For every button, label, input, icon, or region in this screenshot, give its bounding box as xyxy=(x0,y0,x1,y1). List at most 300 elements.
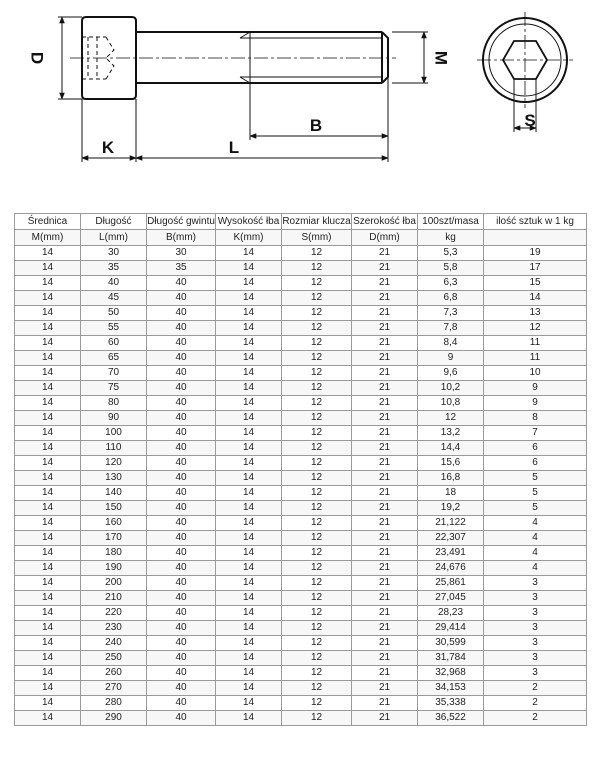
table-cell: 14 xyxy=(15,426,81,441)
table-cell: 12 xyxy=(282,441,352,456)
table-cell: 30 xyxy=(81,246,147,261)
table-cell: 14 xyxy=(216,291,282,306)
table-cell: 14 xyxy=(15,516,81,531)
table-cell: 210 xyxy=(81,591,147,606)
table-cell: 12 xyxy=(282,666,352,681)
table-cell: 40 xyxy=(147,651,216,666)
table-cell: 14 xyxy=(216,531,282,546)
table-cell: 36,522 xyxy=(418,711,484,726)
table-cell: 21 xyxy=(352,561,418,576)
table-cell: 6 xyxy=(484,456,587,471)
table-cell: 12 xyxy=(282,531,352,546)
table-cell: 40 xyxy=(81,276,147,291)
table-row xyxy=(15,561,587,576)
column-header: ilość sztuk w 1 kg xyxy=(484,214,587,230)
table-cell: 40 xyxy=(147,621,216,636)
table-cell: 3 xyxy=(484,636,587,651)
column-header: Długość xyxy=(81,214,147,230)
table-cell: 14 xyxy=(216,426,282,441)
table-cell: 9,6 xyxy=(418,366,484,381)
table-cell: 12 xyxy=(282,291,352,306)
table-cell: 14 xyxy=(15,636,81,651)
table-cell: 8 xyxy=(484,411,587,426)
table-cell: 14 xyxy=(216,561,282,576)
table-cell: 3 xyxy=(484,621,587,636)
table-cell: 7,8 xyxy=(418,321,484,336)
table-cell: 12 xyxy=(282,591,352,606)
bolt-side-view xyxy=(70,17,396,99)
table-cell: 3 xyxy=(484,591,587,606)
column-unit: S(mm) xyxy=(282,230,352,246)
table-cell: 40 xyxy=(147,321,216,336)
table-cell: 4 xyxy=(484,516,587,531)
bolt-end-view xyxy=(477,12,573,108)
table-cell: 14 xyxy=(15,696,81,711)
table-cell: 14,4 xyxy=(418,441,484,456)
table-cell: 100 xyxy=(81,426,147,441)
table-cell: 40 xyxy=(147,561,216,576)
table-cell: 14 xyxy=(216,501,282,516)
table-cell: 16,8 xyxy=(418,471,484,486)
table-cell: 12 xyxy=(282,546,352,561)
table-cell: 6 xyxy=(484,441,587,456)
table-cell: 290 xyxy=(81,711,147,726)
table-cell: 21 xyxy=(352,591,418,606)
table-cell: 40 xyxy=(147,306,216,321)
table-cell: 12 xyxy=(282,456,352,471)
table-cell: 21 xyxy=(352,276,418,291)
table-cell: 21 xyxy=(352,636,418,651)
table-cell: 150 xyxy=(81,501,147,516)
table-cell: 12 xyxy=(282,351,352,366)
table-row xyxy=(15,291,587,306)
table-cell: 40 xyxy=(147,666,216,681)
table-cell: 14 xyxy=(216,516,282,531)
specification-table-body xyxy=(15,214,587,726)
table-cell: 24,676 xyxy=(418,561,484,576)
table-cell: 14 xyxy=(15,471,81,486)
column-unit: L(mm) xyxy=(81,230,147,246)
table-cell: 40 xyxy=(147,441,216,456)
table-cell: 40 xyxy=(147,696,216,711)
table-cell: 3 xyxy=(484,651,587,666)
table-cell: 21 xyxy=(352,306,418,321)
table-row xyxy=(15,336,587,351)
table-cell: 12 xyxy=(282,561,352,576)
table-cell: 14 xyxy=(216,261,282,276)
table-cell: 40 xyxy=(147,636,216,651)
label-l: L xyxy=(228,138,240,157)
table-cell: 2 xyxy=(484,681,587,696)
table-row xyxy=(15,426,587,441)
table-cell: 40 xyxy=(147,531,216,546)
column-header: 100szt/masa xyxy=(418,214,484,230)
table-cell: 190 xyxy=(81,561,147,576)
table-cell: 130 xyxy=(81,471,147,486)
table-cell: 21 xyxy=(352,261,418,276)
table-cell: 14 xyxy=(15,531,81,546)
table-cell: 14 xyxy=(15,321,81,336)
table-cell: 40 xyxy=(147,516,216,531)
table-cell: 40 xyxy=(147,711,216,726)
table-cell: 40 xyxy=(147,681,216,696)
table-row xyxy=(15,591,587,606)
table-cell: 21 xyxy=(352,531,418,546)
table-cell: 14 xyxy=(15,411,81,426)
table-cell: 5,8 xyxy=(418,261,484,276)
table-cell: 14 xyxy=(15,351,81,366)
table-cell: 40 xyxy=(147,291,216,306)
label-d: D xyxy=(27,51,47,65)
table-cell: 21 xyxy=(352,456,418,471)
table-cell: 40 xyxy=(147,576,216,591)
table-cell: 14 xyxy=(15,456,81,471)
table-cell: 12 xyxy=(282,576,352,591)
table-cell: 14 xyxy=(216,276,282,291)
table-cell: 29,414 xyxy=(418,621,484,636)
table-cell: 21 xyxy=(352,666,418,681)
table-cell: 9 xyxy=(484,396,587,411)
table-cell: 12 xyxy=(282,366,352,381)
table-cell: 260 xyxy=(81,666,147,681)
table-cell: 18 xyxy=(418,486,484,501)
table-row xyxy=(15,501,587,516)
table-cell: 28,23 xyxy=(418,606,484,621)
table-cell: 220 xyxy=(81,606,147,621)
table-cell: 32,968 xyxy=(418,666,484,681)
table-cell: 35 xyxy=(147,261,216,276)
table-cell: 14 xyxy=(216,546,282,561)
table-cell: 14 xyxy=(15,366,81,381)
table-cell: 40 xyxy=(147,501,216,516)
table-cell: 50 xyxy=(81,306,147,321)
table-cell: 21 xyxy=(352,381,418,396)
table-cell: 40 xyxy=(147,456,216,471)
table-cell: 21 xyxy=(352,246,418,261)
table-cell: 5,3 xyxy=(418,246,484,261)
table-cell: 12 xyxy=(282,381,352,396)
table-cell: 14 xyxy=(216,681,282,696)
table-cell: 21,122 xyxy=(418,516,484,531)
table-row xyxy=(15,366,587,381)
table-cell: 5 xyxy=(484,501,587,516)
table-cell: 270 xyxy=(81,681,147,696)
table-cell: 21 xyxy=(352,336,418,351)
table-cell: 12 xyxy=(282,501,352,516)
table-cell: 170 xyxy=(81,531,147,546)
table-cell: 12 xyxy=(282,621,352,636)
table-cell: 21 xyxy=(352,471,418,486)
table-cell: 21 xyxy=(352,366,418,381)
table-cell: 40 xyxy=(147,366,216,381)
table-cell: 12 xyxy=(282,696,352,711)
table-cell: 14 xyxy=(216,606,282,621)
table-cell: 14 xyxy=(15,711,81,726)
table-row xyxy=(15,516,587,531)
table-cell: 14 xyxy=(216,351,282,366)
table-cell: 4 xyxy=(484,546,587,561)
table-cell: 14 xyxy=(216,456,282,471)
table-header-row xyxy=(15,214,587,230)
label-s: S xyxy=(524,111,536,130)
table-cell: 80 xyxy=(81,396,147,411)
table-cell: 14 xyxy=(216,636,282,651)
table-cell: 14 xyxy=(15,396,81,411)
table-cell: 14 xyxy=(15,381,81,396)
table-row xyxy=(15,531,587,546)
table-row xyxy=(15,411,587,426)
table-row xyxy=(15,576,587,591)
screw-technical-drawing xyxy=(0,0,600,170)
table-cell: 21 xyxy=(352,606,418,621)
table-cell: 14 xyxy=(15,306,81,321)
table-cell: 21 xyxy=(352,426,418,441)
table-cell: 14 xyxy=(15,501,81,516)
table-cell: 200 xyxy=(81,576,147,591)
label-m: M xyxy=(431,50,451,66)
table-cell: 10,2 xyxy=(418,381,484,396)
table-cell: 40 xyxy=(147,471,216,486)
table-cell: 23,491 xyxy=(418,546,484,561)
table-cell: 12 xyxy=(282,276,352,291)
column-unit: M(mm) xyxy=(15,230,81,246)
table-cell: 14 xyxy=(216,486,282,501)
table-row xyxy=(15,711,587,726)
table-cell: 14 xyxy=(216,441,282,456)
table-cell: 9 xyxy=(418,351,484,366)
table-row xyxy=(15,471,587,486)
table-cell: 12 xyxy=(282,516,352,531)
table-cell: 14 xyxy=(15,291,81,306)
table-cell: 14 xyxy=(484,291,587,306)
table-row xyxy=(15,606,587,621)
table-cell: 12 xyxy=(282,261,352,276)
table-cell: 12 xyxy=(282,321,352,336)
column-header: Długość gwintu xyxy=(147,214,216,230)
table-cell: 21 xyxy=(352,621,418,636)
table-cell: 12 xyxy=(282,246,352,261)
label-b: B xyxy=(309,116,323,135)
table-cell: 40 xyxy=(147,381,216,396)
table-cell: 14 xyxy=(15,576,81,591)
table-cell: 12 xyxy=(282,711,352,726)
table-cell: 30,599 xyxy=(418,636,484,651)
table-cell: 5 xyxy=(484,471,587,486)
table-cell: 21 xyxy=(352,696,418,711)
table-cell: 14 xyxy=(15,336,81,351)
table-cell: 12 xyxy=(418,411,484,426)
thread-lines xyxy=(240,32,382,83)
table-cell: 6,8 xyxy=(418,291,484,306)
table-cell: 40 xyxy=(147,546,216,561)
table-cell: 15,6 xyxy=(418,456,484,471)
table-cell: 7,3 xyxy=(418,306,484,321)
table-cell: 45 xyxy=(81,291,147,306)
table-row xyxy=(15,396,587,411)
table-row xyxy=(15,351,587,366)
table-row xyxy=(15,666,587,681)
table-cell: 21 xyxy=(352,321,418,336)
table-row xyxy=(15,651,587,666)
table-cell: 21 xyxy=(352,486,418,501)
table-cell: 35 xyxy=(81,261,147,276)
column-unit: B(mm) xyxy=(147,230,216,246)
table-cell: 21 xyxy=(352,441,418,456)
table-cell: 12 xyxy=(282,681,352,696)
table-cell: 14 xyxy=(15,441,81,456)
table-cell: 21 xyxy=(352,501,418,516)
table-cell: 14 xyxy=(15,606,81,621)
table-cell: 140 xyxy=(81,486,147,501)
table-cell: 280 xyxy=(81,696,147,711)
table-cell: 12 xyxy=(484,321,587,336)
table-cell: 12 xyxy=(282,471,352,486)
table-cell: 4 xyxy=(484,561,587,576)
table-row xyxy=(15,546,587,561)
table-cell: 5 xyxy=(484,486,587,501)
table-cell: 160 xyxy=(81,516,147,531)
table-cell: 65 xyxy=(81,351,147,366)
table-cell: 14 xyxy=(216,666,282,681)
table-cell: 250 xyxy=(81,651,147,666)
table-cell: 11 xyxy=(484,336,587,351)
table-cell: 14 xyxy=(15,591,81,606)
table-cell: 3 xyxy=(484,666,587,681)
table-cell: 14 xyxy=(216,471,282,486)
table-row xyxy=(15,321,587,336)
table-cell: 75 xyxy=(81,381,147,396)
table-cell: 3 xyxy=(484,576,587,591)
table-row xyxy=(15,306,587,321)
dimension-m xyxy=(392,32,428,83)
table-row xyxy=(15,636,587,651)
table-cell: 27,045 xyxy=(418,591,484,606)
bolt-shank xyxy=(136,32,388,83)
table-cell: 14 xyxy=(216,576,282,591)
column-header: Szerokość łba xyxy=(352,214,418,230)
table-cell: 2 xyxy=(484,711,587,726)
table-units-row xyxy=(15,230,587,246)
table-row xyxy=(15,456,587,471)
table-cell: 12 xyxy=(282,606,352,621)
table-cell: 21 xyxy=(352,291,418,306)
table-cell: 14 xyxy=(216,651,282,666)
table-cell: 14 xyxy=(216,381,282,396)
table-cell: 110 xyxy=(81,441,147,456)
table-cell: 40 xyxy=(147,351,216,366)
table-row xyxy=(15,621,587,636)
table-cell: 12 xyxy=(282,336,352,351)
table-cell: 55 xyxy=(81,321,147,336)
table-cell: 21 xyxy=(352,651,418,666)
table-cell: 2 xyxy=(484,696,587,711)
table-cell: 21 xyxy=(352,711,418,726)
table-cell: 14 xyxy=(216,336,282,351)
table-cell: 3 xyxy=(484,606,587,621)
table-cell: 14 xyxy=(216,621,282,636)
table-cell: 21 xyxy=(352,546,418,561)
table-cell: 15 xyxy=(484,276,587,291)
table-row xyxy=(15,261,587,276)
table-cell: 14 xyxy=(216,246,282,261)
table-cell: 13 xyxy=(484,306,587,321)
table-cell: 12 xyxy=(282,396,352,411)
table-cell: 14 xyxy=(15,561,81,576)
table-cell: 8,4 xyxy=(418,336,484,351)
table-cell: 40 xyxy=(147,276,216,291)
table-cell: 14 xyxy=(216,411,282,426)
table-cell: 17 xyxy=(484,261,587,276)
column-header: Wysokość łba xyxy=(216,214,282,230)
table-cell: 40 xyxy=(147,606,216,621)
table-cell: 25,861 xyxy=(418,576,484,591)
column-unit xyxy=(484,230,587,246)
table-cell: 14 xyxy=(15,276,81,291)
table-row xyxy=(15,486,587,501)
column-unit: D(mm) xyxy=(352,230,418,246)
table-cell: 30 xyxy=(147,246,216,261)
table-cell: 14 xyxy=(15,681,81,696)
table-cell: 40 xyxy=(147,591,216,606)
table-cell: 40 xyxy=(147,411,216,426)
column-header: Rozmiar klucza xyxy=(282,214,352,230)
table-cell: 21 xyxy=(352,576,418,591)
specification-table xyxy=(14,213,587,726)
table-cell: 40 xyxy=(147,336,216,351)
table-cell: 19,2 xyxy=(418,501,484,516)
table-cell: 4 xyxy=(484,531,587,546)
table-row xyxy=(15,696,587,711)
table-cell: 14 xyxy=(216,711,282,726)
table-cell: 9 xyxy=(484,381,587,396)
table-cell: 35,338 xyxy=(418,696,484,711)
table-cell: 40 xyxy=(147,426,216,441)
table-cell: 14 xyxy=(15,666,81,681)
table-cell: 12 xyxy=(282,486,352,501)
table-cell: 90 xyxy=(81,411,147,426)
table-cell: 12 xyxy=(282,651,352,666)
table-cell: 10,8 xyxy=(418,396,484,411)
table-cell: 120 xyxy=(81,456,147,471)
table-cell: 40 xyxy=(147,396,216,411)
table-cell: 240 xyxy=(81,636,147,651)
table-cell: 6,3 xyxy=(418,276,484,291)
table-cell: 40 xyxy=(147,486,216,501)
table-cell: 230 xyxy=(81,621,147,636)
table-row xyxy=(15,381,587,396)
table-cell: 22,307 xyxy=(418,531,484,546)
table-cell: 21 xyxy=(352,681,418,696)
column-unit: kg xyxy=(418,230,484,246)
table-cell: 60 xyxy=(81,336,147,351)
table-cell: 14 xyxy=(216,696,282,711)
table-cell: 14 xyxy=(216,591,282,606)
table-cell: 14 xyxy=(15,651,81,666)
table-cell: 14 xyxy=(15,621,81,636)
table-cell: 21 xyxy=(352,516,418,531)
table-cell: 12 xyxy=(282,636,352,651)
table-cell: 70 xyxy=(81,366,147,381)
column-unit: K(mm) xyxy=(216,230,282,246)
table-row xyxy=(15,681,587,696)
table-cell: 14 xyxy=(216,306,282,321)
table-cell: 14 xyxy=(216,366,282,381)
table-row xyxy=(15,246,587,261)
table-cell: 12 xyxy=(282,426,352,441)
table-cell: 31,784 xyxy=(418,651,484,666)
table-cell: 11 xyxy=(484,351,587,366)
table-cell: 21 xyxy=(352,411,418,426)
